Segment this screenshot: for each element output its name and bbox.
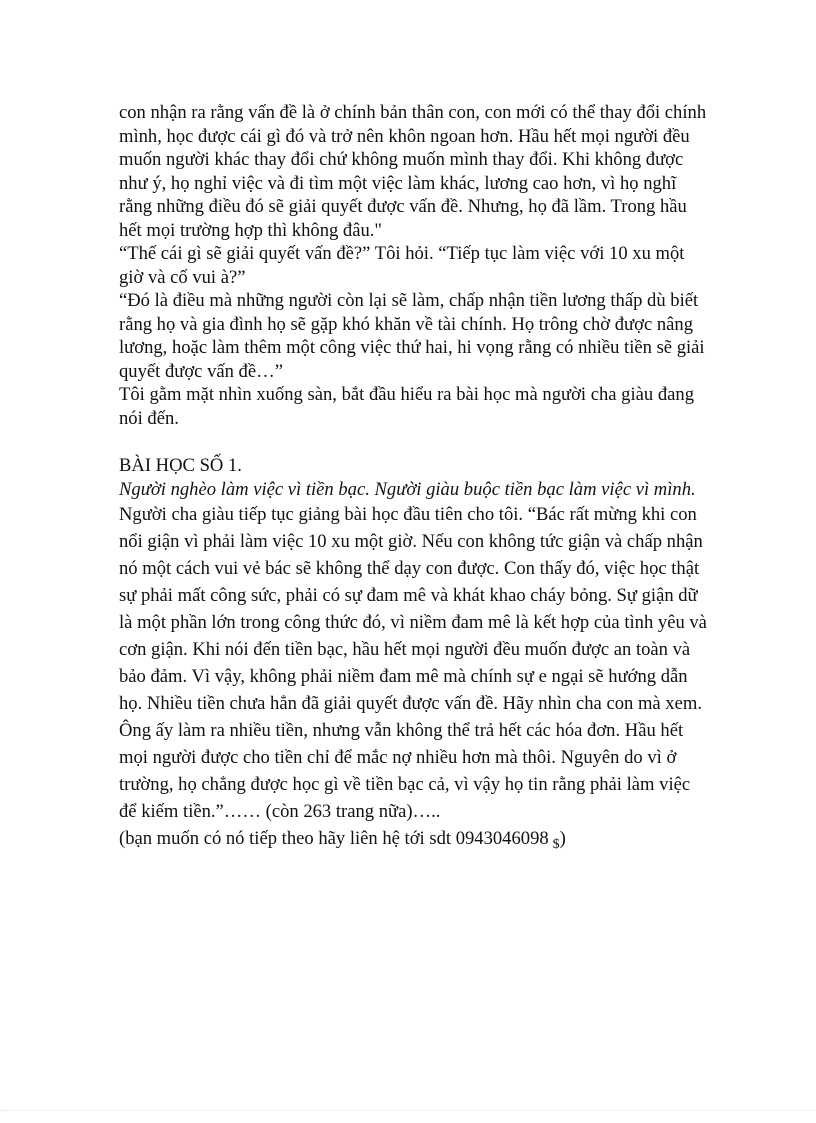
- intro-paragraph-3: “Đó là điều mà những người còn lại sẽ làm, chấp nhận tiền lương thấp dù biết rằng họ và gia đình họ sẽ gặp khó khăn về tài chính. Họ trông chờ được nâng lương, hoặc làm thêm một công việc thứ hai, hi vọng rằng có nhiều tiền sẽ giải quyết được vấn đề…”: [119, 290, 705, 382]
- intro-paragraph-4: Tôi gằm mặt nhìn xuống sàn, bắt đầu hiểu ra bài học mà người cha giàu đang nói đến.: [119, 384, 694, 429]
- intro-paragraph-2: “Thế cái gì sẽ giải quyết vấn đề?” Tôi hỏi. “Tiếp tục làm việc với 10 xu một giờ và cố vui à?”: [119, 243, 685, 288]
- lesson-heading: BÀI HỌC SỐ 1.: [119, 455, 242, 476]
- intro-section: [119, 101, 709, 430]
- intro-paragraph-1: con nhận ra rằng vấn đề là ở chính bản thân con, con mới có thể thay đổi chính mình, học được cái gì đó và trở nên khôn ngoan hơn. Hầu hết mọi người đều muốn người khác thay đổi chứ không muốn mình thay đổi. Khi không được như ý, họ nghỉ việc và đi tìm một việc làm khác, lương cao hơn, vì họ nghĩ rằng những điều đó sẽ giải quyết được vấn đề. Nhưng, họ đã lầm. Trong hầu hết mọi trường hợp thì không đâu.": [119, 102, 707, 241]
- lesson-subtitle: Người nghèo làm việc vì tiền bạc. Người giàu buộc tiền bạc làm việc vì mình.: [119, 478, 696, 500]
- lesson-body: [119, 501, 709, 854]
- page-bottom-border: [0, 1110, 816, 1111]
- contact-close: ): [559, 828, 566, 849]
- contact-line: (bạn muốn có nó tiếp theo hãy liên hệ tới sdt 0943046098: [119, 828, 549, 849]
- section-gap: [119, 430, 709, 454]
- lesson-body-text: Người cha giàu tiếp tục giảng bài học đầu tiên cho tôi. “Bác rất mừng khi con nổi giận vì phải làm việc 10 xu một giờ. Nếu con không tức giận và chấp nhận nó một cách vui vẻ bác sẽ không thể dạy con được. Con thấy đó, việc học thật sự phải mất công sức, phải có sự đam mê và khát khao cháy bỏng. Sự giận dữ là một phần lớn trong công thức đó, vì niềm đam mê là kết hợp của tình yêu và cơn giận. Khi nói đến tiền bạc, hầu hết mọi người đều muốn được an toàn và bảo đảm. Vì vậy, không phải niềm đam mê mà chính sự e ngại sẽ hướng dẫn họ. Nhiều tiền chưa hẳn đã giải quyết được vấn đề. Hãy nhìn cha con mà xem. Ông ấy làm ra nhiều tiền, nhưng vẫn không thể trả hết các hóa đơn. Hầu hết mọi người được cho tiền chỉ để mắc nợ nhiều hơn mà thôi. Nguyên do vì ở trường, họ chẳng được học gì về tiền bạc cả, vì vậy họ tin rằng phải làm việc để kiếm tiền.”…… (còn 263 trang nữa)…..: [119, 504, 707, 822]
- document-page: [119, 101, 709, 854]
- dollar-sign-icon: $: [552, 837, 560, 852]
